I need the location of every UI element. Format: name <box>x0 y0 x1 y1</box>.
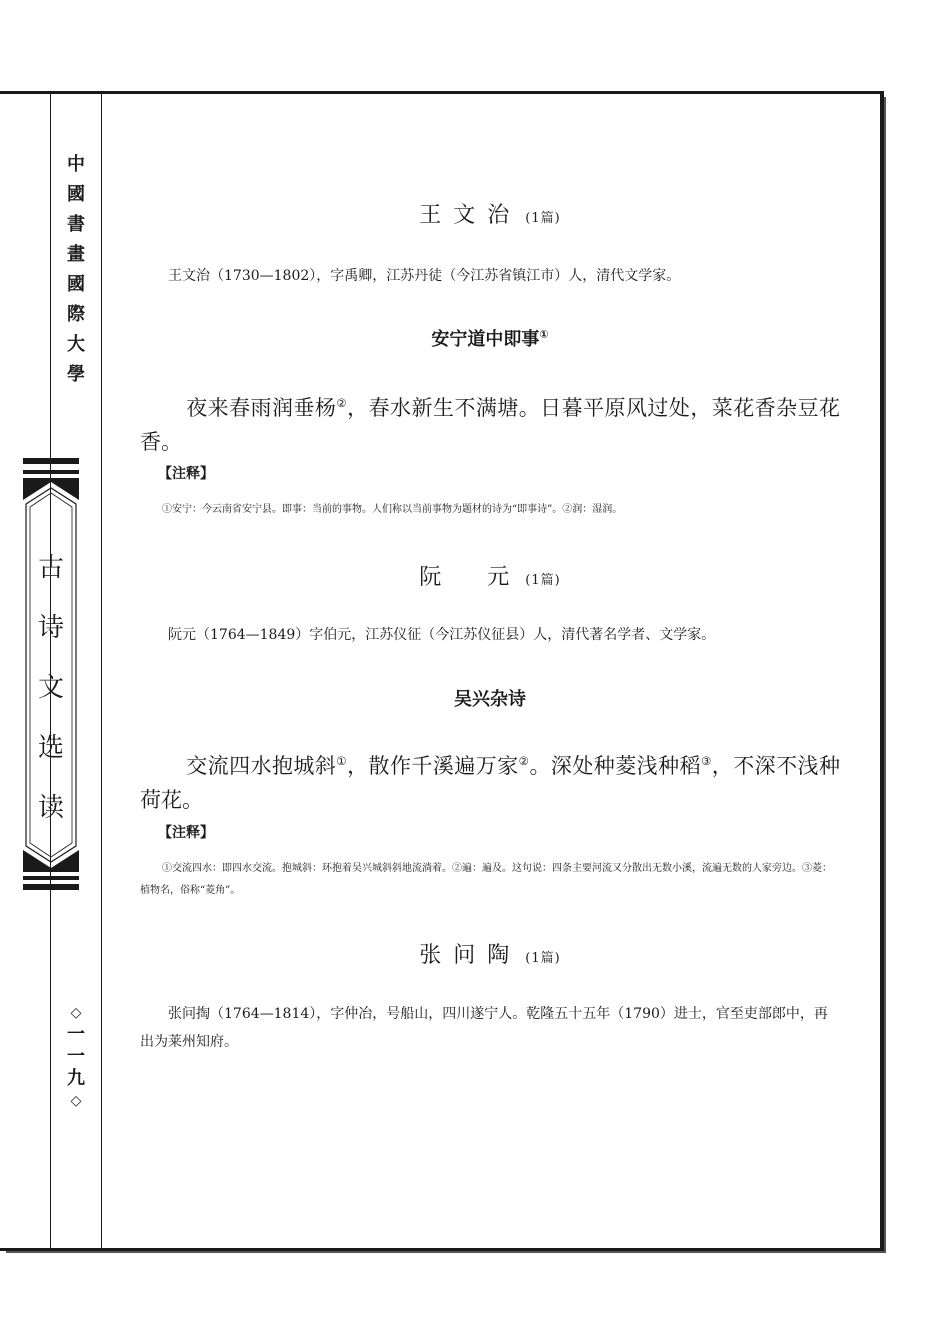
page-frame-right-shadow <box>884 97 886 1253</box>
author-bio: 阮元（1764—1849）字伯元，江苏仪征（今江苏仪征县）人，清代著名学者、文学家。 <box>168 627 716 643</box>
poem-text: 夜来春雨润垂杨②，春水新生不满塘。日暮平原风过处，菜花香杂豆花香。 <box>140 396 841 454</box>
plaque-band-top-thick <box>23 458 79 464</box>
notes-text: ①安宁：今云南省安宁县。即事：当前的事物。人们称以当前事物为题材的诗为“即事诗”。②润：湿润。 <box>162 504 623 515</box>
sidebar-university-name: 中 國 書 畫 國 際 大 學 <box>67 154 85 385</box>
page-frame-bottom-shadow <box>6 1251 886 1253</box>
poem-title: 吴兴杂诗 <box>454 689 526 710</box>
poem-text: 交流四水抱城斜①，散作千溪遍万家②。深处种菱浅种稻③，不深不浅种荷花。 <box>140 754 840 812</box>
poem-title: 安宁道中即事① <box>431 328 549 350</box>
page-frame-top <box>0 91 884 94</box>
author-heading: 阮 元 (1篇) <box>419 565 561 590</box>
plaque-band-bottom-thick <box>23 884 79 890</box>
author-heading: 张问陶 (1篇) <box>419 943 561 968</box>
notes-label: 【注释】 <box>158 466 214 482</box>
book-title-vertical: 古 诗 文 选 读 <box>37 553 64 823</box>
notes-text: ①交流四水：即四水交流。抱城斜：环抱着吴兴城斜斜地流淌着。②遍：遍及。这句说：四条主要河流又分散出无数小溪，流遍无数的人家旁边。③菱：植物名，俗称“菱角”。 <box>140 863 832 896</box>
plaque-band-top-thin <box>23 470 79 474</box>
plaque-band-bottom-thin <box>23 876 79 880</box>
author-bio: 张问掏（1764—1814），字仲冶，号船山，四川遂宁人。乾隆五十五年（1790）进士，官至吏部郎中，再出为莱州知府。 <box>140 1006 828 1050</box>
author-heading: 王文治 (1篇) <box>419 203 561 228</box>
author-bio: 王文治（1730—1802），字禹卿，江苏丹徒（今江苏省镇江市）人，清代文学家。 <box>168 268 681 284</box>
notes-label: 【注释】 <box>158 825 214 841</box>
page-number: ◇ 一 一 九 ◇ <box>67 1005 85 1109</box>
